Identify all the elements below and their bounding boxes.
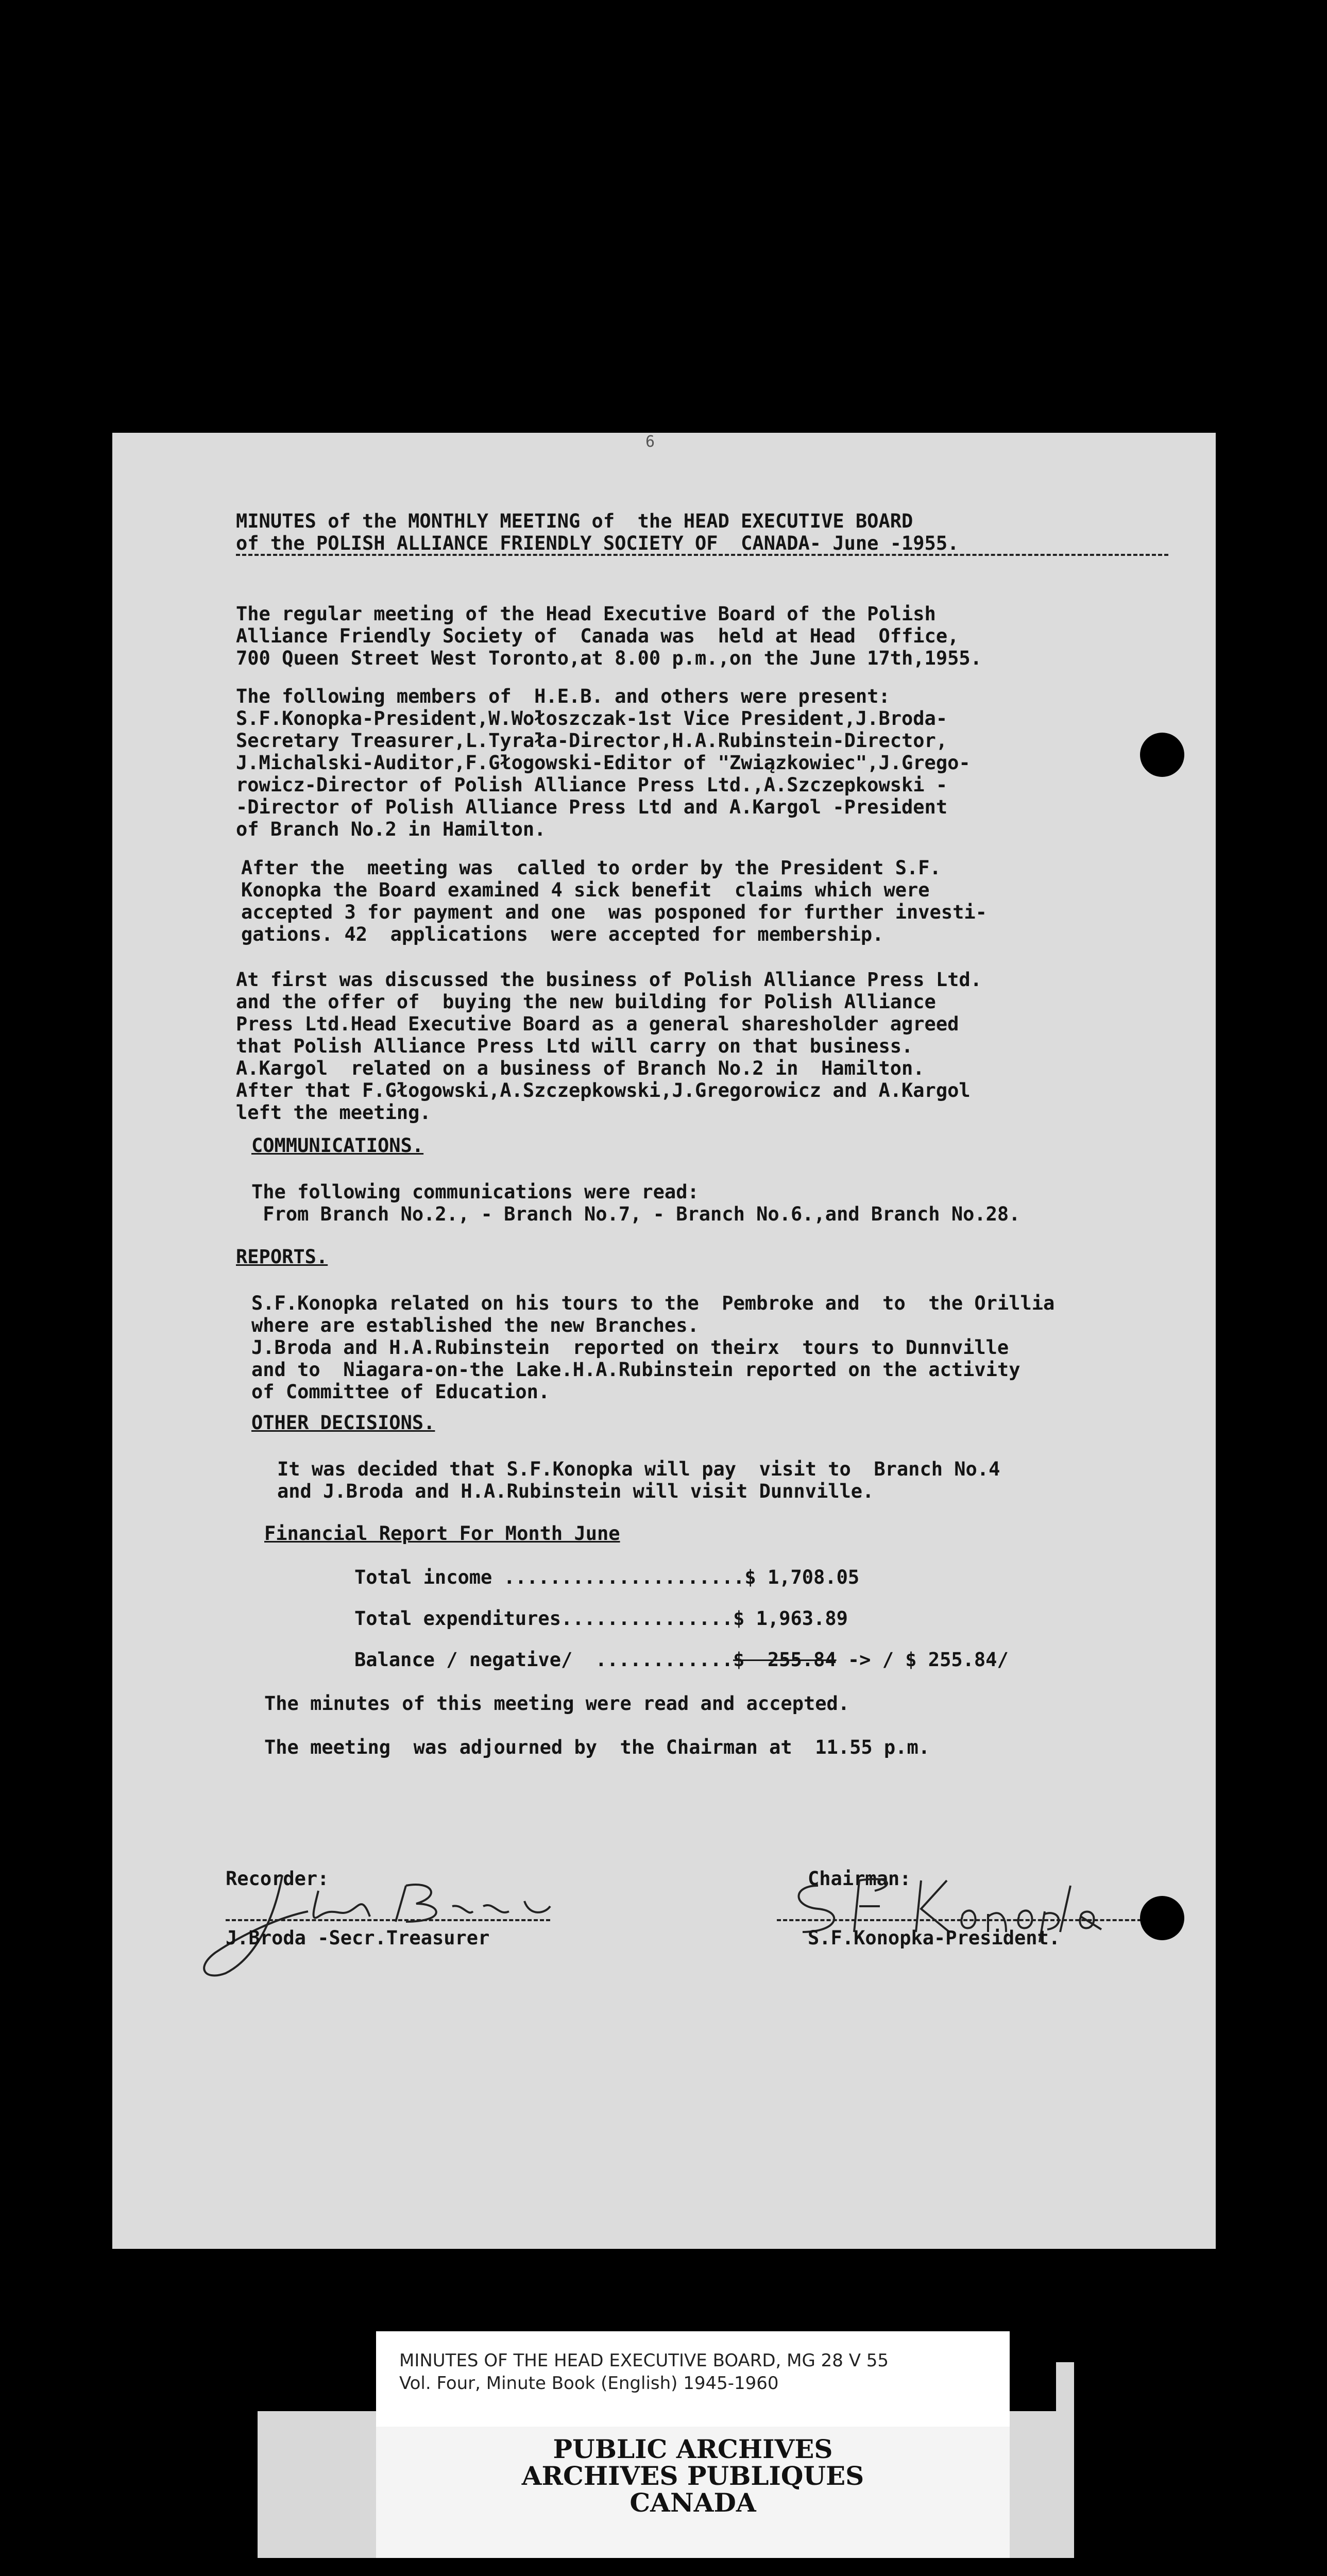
archive-reference-line-2: Vol. Four, Minute Book (English) 1945-1960 — [399, 2373, 779, 2394]
other-decisions-paragraph: It was decided that S.F.Konopka will pay visit to Branch No.4 and J.Broda and H.A.Rubinstein will visit Dunnville. — [277, 1458, 1000, 1502]
archive-stamp-line-3: CANADA — [630, 2487, 756, 2518]
members-paragraph: The following members of H.E.B. and others were present: S.F.Konopka-President,W.Wołoszczak-1st Vice President,J.Broda- Secretary Treasurer,L.Tyrała-Director,H.A.Rubinstein-Director, J.Michalski-Auditor,F.Głogowski-Editor of "Związkowiec",J.Grego- rowicz-Director of Polish Alliance Press Ltd.,A.Szczepkowski - -Director of Polish Alliance Press Ltd and A.Kargol -President of Branch No.2 in Hamilton. — [236, 685, 971, 840]
archive-label-notch-left — [258, 2362, 376, 2411]
balance-value: -> / $ 255.84/ — [836, 1649, 1009, 1671]
archive-stamp-line-1: PUBLIC ARCHIVES — [553, 2434, 833, 2464]
folio-number: 6 — [645, 433, 655, 451]
document-page — [112, 433, 1216, 2249]
claims-paragraph: After the meeting was called to order by the President S.F. Konopka the Board examined 4 sick benefit claims which were accepted 3 for payment and one was posponed for further investi- gations. 42 applications were accepted for membership. — [241, 857, 987, 945]
title-line-2: of the POLISH ALLIANCE FRIENDLY SOCIETY OF CANADA- June -1955. — [236, 532, 959, 554]
balance-row — [354, 1649, 1009, 1671]
punch-hole-upper — [1140, 733, 1184, 777]
total-expenditures-label: Total expenditures............... — [354, 1607, 734, 1630]
reports-heading: REPORTS. — [236, 1246, 328, 1268]
chairman-name: S.F.Konopka-President. — [808, 1927, 1061, 1949]
total-income-row — [354, 1566, 859, 1588]
balance-label: Balance / negative/ ............ — [354, 1649, 734, 1671]
financial-report-heading: Financial Report For Month June — [264, 1522, 620, 1545]
chairman-label: Chairman: — [808, 1868, 911, 1890]
total-expenditures-row — [354, 1607, 848, 1630]
communications-heading: COMMUNICATIONS. — [251, 1134, 424, 1157]
total-income-value: $ 1,708.05 — [744, 1566, 860, 1588]
recorder-label: Recorder: — [226, 1868, 329, 1890]
archive-label-notch-right — [1010, 2362, 1056, 2411]
adjourned-paragraph: The meeting was adjourned by the Chairman at 11.55 p.m. — [264, 1736, 930, 1758]
recorder-name: J.Broda -Secr.Treasurer — [226, 1927, 490, 1949]
title-divider — [236, 554, 1168, 556]
title-line-1: MINUTES of the MONTHLY MEETING of the HEAD EXECUTIVE BOARD — [236, 510, 913, 532]
other-decisions-heading: OTHER DECISIONS. — [251, 1412, 435, 1434]
recorder-signature — [164, 1855, 555, 1978]
punch-hole-lower — [1140, 1896, 1184, 1940]
accepted-paragraph: The minutes of this meeting were read and accepted. — [264, 1692, 850, 1715]
reports-paragraph: S.F.Konopka related on his tours to the Pembroke and to the Orillia where are established the new Branches. J.Broda and H.A.Rubinstein reported on theirx tours to Dunnville and to Niagara-on-the Lake.H.A.Rubinstein reported on the activity of Committee of Education. — [251, 1292, 1055, 1403]
communications-paragraph: The following communications were read: From Branch No.2., - Branch No.7, - Branch No.6.,and Branch No.28. — [251, 1181, 1020, 1225]
archive-reference-line-1: MINUTES OF THE HEAD EXECUTIVE BOARD, MG 28 V 55 — [399, 2350, 889, 2371]
balance-struck-value: $ 255.84 — [733, 1649, 837, 1671]
minutes-title — [236, 510, 959, 554]
meeting-paragraph: The regular meeting of the Head Executive Board of the Polish Alliance Friendly Society of Canada was held at Head Office, 700 Queen Street West Toronto,at 8.00 p.m.,on the June 17th,1955. — [236, 603, 982, 669]
archive-stamp-line-2: ARCHIVES PUBLIQUES — [521, 2461, 864, 2491]
press-paragraph: At first was discussed the business of Polish Alliance Press Ltd. and the offer of buying the new building for Polish Alliance Press Ltd.Head Executive Board as a general sharesholder agreed that Polish Alliance Press Ltd will carry on that business. A.Kargol related on a business of Branch No.2 in Hamilton. After that F.Głogowski,A.Szczepkowski,J.Gregorowicz and A.Kargol left the meeting. — [236, 969, 982, 1124]
total-expenditures-value: $ 1,963.89 — [733, 1607, 848, 1630]
total-income-label: Total income ..................... — [354, 1566, 745, 1588]
